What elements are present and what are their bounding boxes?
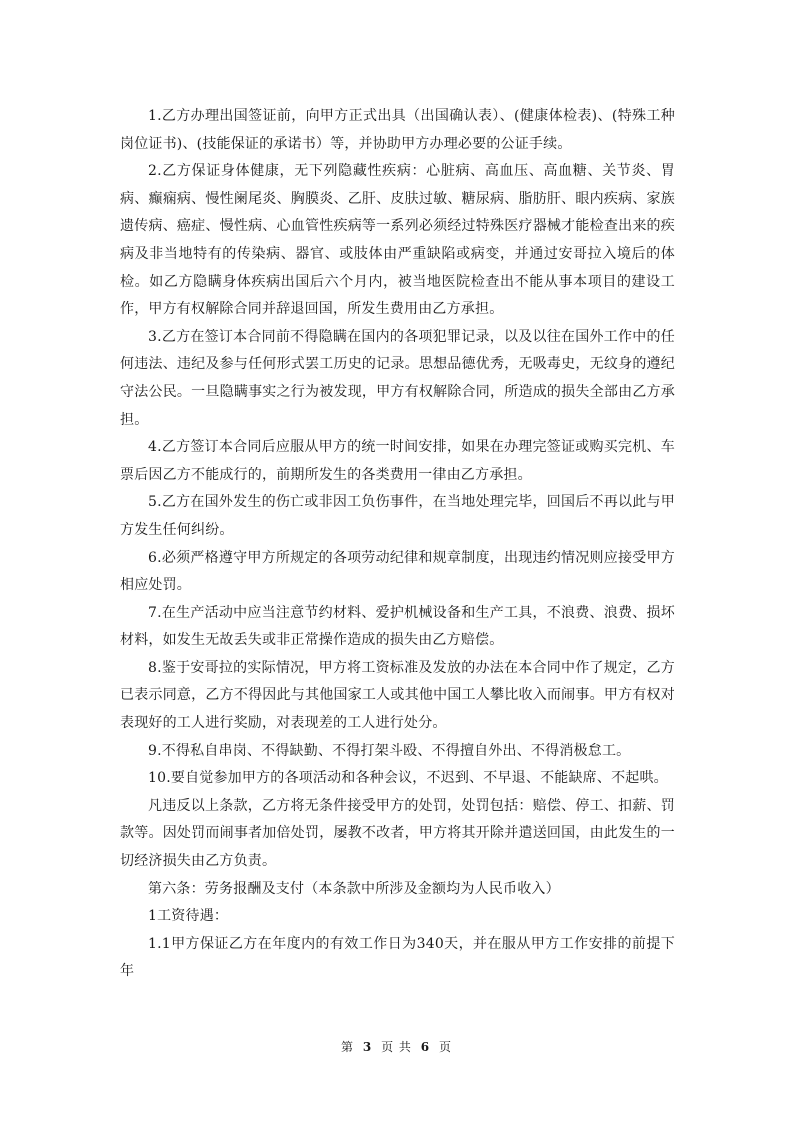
paragraph-clause-5: 5.乙方在国外发生的伤亡或非因工负伤事件，在当地处理完毕，回国后不再以此与甲方发生任何纠纷。 — [120, 494, 675, 538]
paragraph-clause-6: 6.必须严格遵守甲方所规定的各项劳动纪律和规章制度，出现违约情况则应接受甲方相应处罚。 — [120, 549, 675, 594]
paragraph-penalty: 凡违反以上条款，乙方将无条件接受甲方的处罚，处罚包括：赔偿、停工、扣薪、罚款等。因处罚而闹事者加倍处罚，屡教不改者，甲方将其开除并遣送回国，由此发生的一切经济损失由乙方负责。 — [120, 797, 675, 870]
paragraph-wages-1-1: 1.1甲方保证乙方在年度内的有效工作日为340天，并在服从甲方工作安排的前提下年 — [120, 935, 675, 980]
paragraph-clause-10: 10.要自觉参加甲方的各项活动和各种会议，不迟到、不早退、不能缺席、不起哄。 — [148, 770, 668, 787]
footer-prefix: 第 — [341, 1040, 355, 1054]
total-page-number: 6 — [420, 1040, 431, 1054]
footer-total-word: 共 — [398, 1040, 412, 1054]
current-page-number: 3 — [362, 1040, 373, 1054]
paragraph-clause-8: 8.鉴于安哥拉的实际情况，甲方将工资标准及发放的办法在本合同中作了规定，乙方已表示同意，乙方不得因此与其他国家工人或其他中国工人攀比收入而闹事。甲方有权对表现好的工人进行奖励，对表现差的工人进行处分。 — [120, 659, 675, 732]
page-footer — [0, 1038, 793, 1055]
paragraph-clause-7: 7.在生产活动中应当注意节约材料、爱护机械设备和生产工具，不浪费、浪费、损坏材料，如发生无故丢失或非正常操作造成的损失由乙方赔偿。 — [120, 604, 675, 649]
document-body — [120, 103, 675, 986]
paragraph-clause-4: 4.乙方签订本合同后应服从甲方的统一时间安排，如果在办理完签证或购买完机、车票后因乙方不能成行的，前期所发生的各类费用一律由乙方承担。 — [120, 439, 675, 483]
footer-suffix: 页 — [438, 1040, 452, 1054]
paragraph-clause-2: 2.乙方保证身体健康，无下列隐藏性疾病：心脏病、高血压、高血糖、关节炎、胃病、癫痫病、慢性阑尾炎、胸膜炎、乙肝、皮肤过敏、糖尿病、脂肪肝、眼内疾病、家族遗传病、癌症、慢性病、心血管性疾病等一系列必须经过特殊医疗器械才能检查出来的疾病及非当地特有的传染病、器官、或肢体由严重缺陷或病变，并通过安哥拉入境后的体检。如乙方隐瞒身体疾病出国后六个月内，被当地医院检查出不能从事本项目的建设工作，甲方有权解除合同并辞退回国，所发生费用由乙方承担。 — [120, 163, 675, 318]
paragraph-clause-1: 1.乙方办理出国签证前，向甲方正式出具（出国确认表）、(健康体检表)、(特殊工种岗位证书)、(技能保证的承诺书）等，并协助甲方办理必要的公证手续。 — [120, 108, 675, 152]
paragraph-clause-3: 3.乙方在签订本合同前不得隐瞒在国内的各项犯罪记录，以及以往在国外工作中的任何违法、违纪及参与任何形式罢工历史的记录。思想品德优秀，无吸毒史，无纹身的遵纪守法公民。一旦隐瞒事实之行为被发现，甲方有权解除合同，所造成的损失全部由乙方承担。 — [120, 328, 675, 428]
footer-page-word: 页 — [381, 1040, 395, 1054]
subheading-wages: 1工资待遇： — [148, 908, 229, 925]
paragraph-clause-9: 9.不得私自串岗、不得缺勤、不得打架斗殴、不得擅自外出、不得消极怠工。 — [148, 742, 631, 759]
section-heading-article-6: 第六条：劳务报酬及支付（本条款中所涉及金额均为人民币收入） — [148, 880, 560, 897]
